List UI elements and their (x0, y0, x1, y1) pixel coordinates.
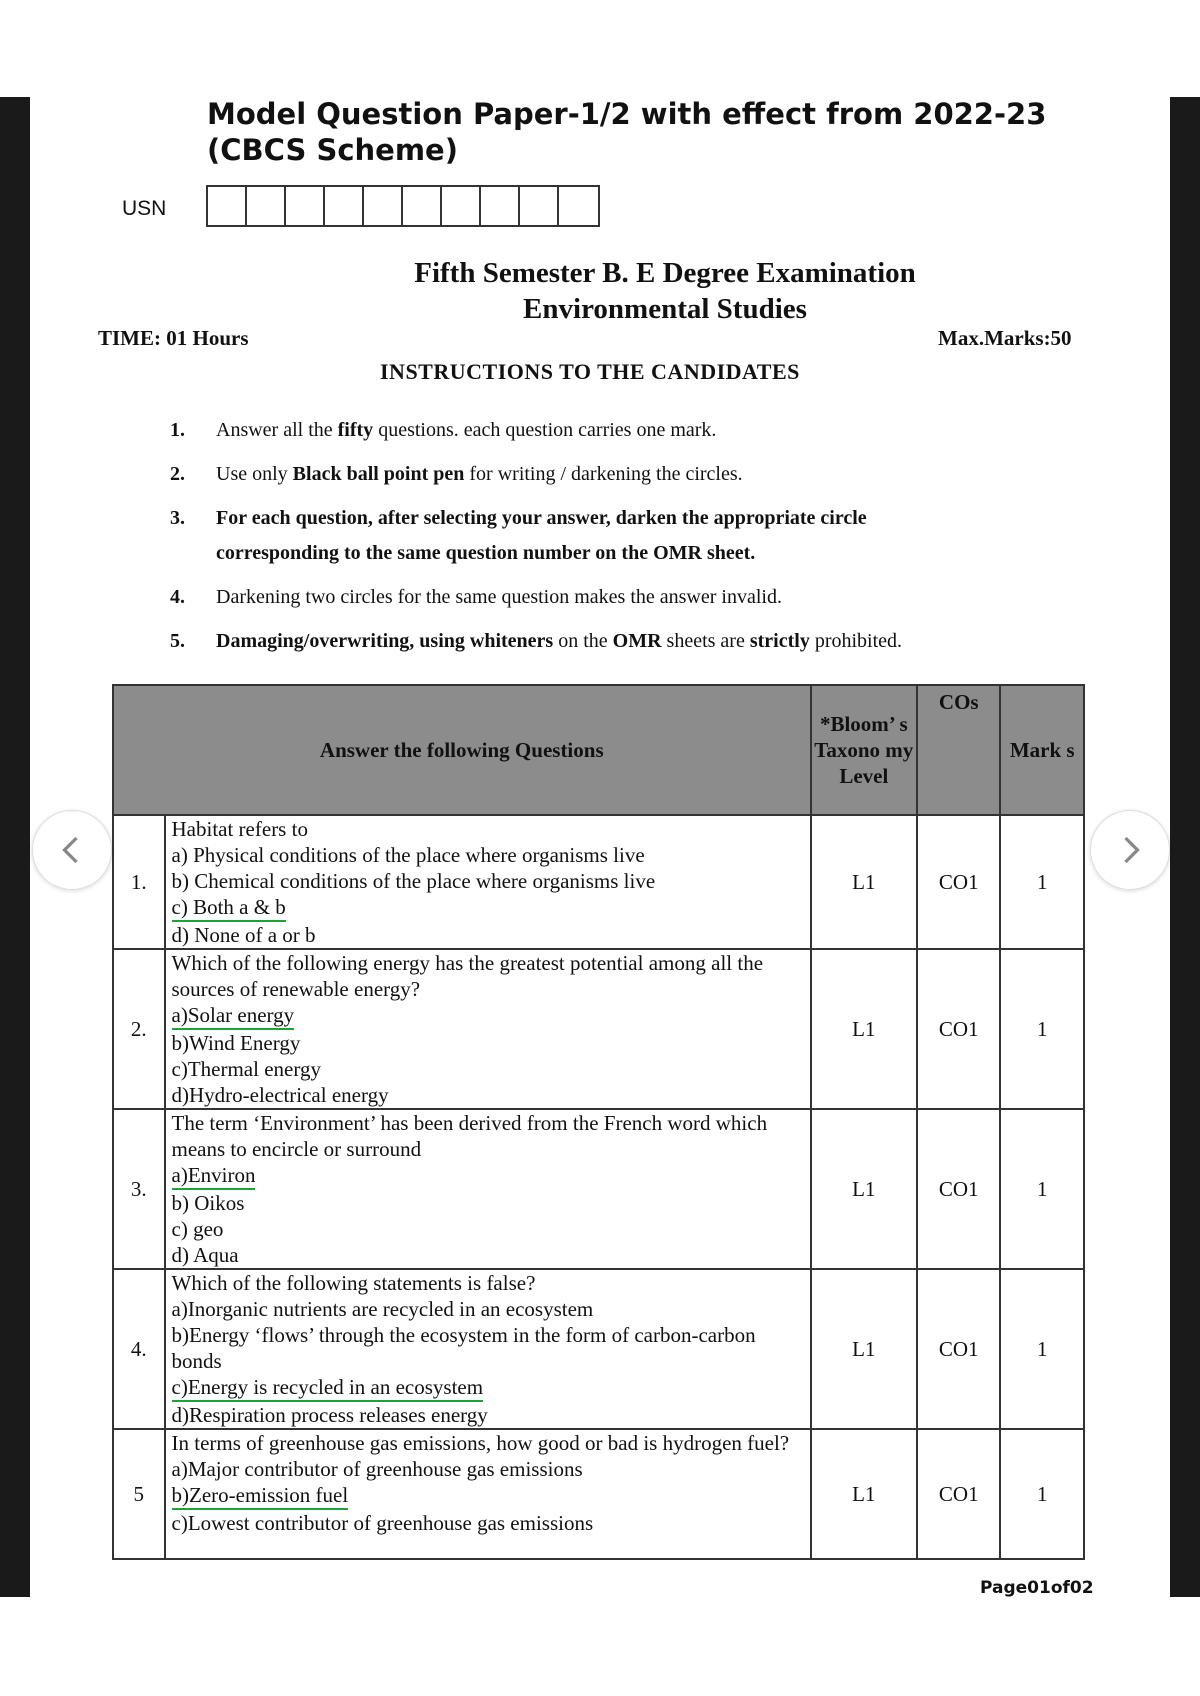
instruction-text-part: prohibited. (809, 630, 903, 652)
usn-label: USN (122, 197, 167, 220)
usn-box[interactable] (208, 187, 247, 225)
option: a)Major contributor of greenhouse gas emissions (171, 1457, 583, 1481)
question-cell (165, 949, 811, 1109)
instruction-text: For each question, after selecting your answer, darken the appropriate circle corresponding to the same question number on the OMR sheet. (216, 507, 867, 564)
usn-box[interactable] (559, 187, 598, 225)
instruction-text-bold: Damaging/overwriting, using whiteners (216, 630, 554, 652)
instruction-item (170, 413, 985, 448)
usn-box[interactable] (442, 187, 481, 225)
bloom-level: L1 (811, 815, 918, 949)
option: d) Aqua (171, 1243, 239, 1267)
instruction-text-part: Answer all the (216, 419, 338, 441)
instruction-number: 3. (170, 507, 185, 529)
usn-entry-boxes[interactable] (206, 185, 600, 227)
option: b) Chemical conditions of the place where organisms live (171, 869, 656, 893)
question-cell (165, 1269, 811, 1429)
question-cell (165, 1109, 811, 1269)
instruction-item (170, 580, 985, 615)
question-number: 5 (113, 1429, 165, 1559)
instruction-text-part: Use only (216, 463, 293, 485)
marks: 1 (1000, 1269, 1084, 1429)
usn-box[interactable] (247, 187, 286, 225)
option-underlined: a)Solar energy (172, 1002, 295, 1030)
bloom-level: L1 (811, 1429, 918, 1559)
instructions-list (170, 413, 985, 668)
bloom-level: L1 (811, 1109, 918, 1269)
questions-table (112, 684, 1085, 1560)
table-header-row (113, 685, 1084, 815)
header-bloom-level: *Bloom’ s Taxono my Level (811, 685, 918, 815)
instruction-text-part: sheets are (661, 630, 750, 652)
header-cos: COs (917, 685, 1000, 815)
table-row (113, 949, 1084, 1109)
header-question: Answer the following Questions (113, 685, 811, 815)
question-text: Which of the following energy has the greatest potential among all the sources of renewable energy? (171, 951, 764, 1001)
paper-title: Model Question Paper-1/2 with effect from 2022-23 (CBCS Scheme) (207, 97, 1047, 167)
instruction-number: 4. (170, 586, 185, 608)
question-text: In terms of greenhouse gas emissions, how good or bad is hydrogen fuel? (171, 1431, 790, 1455)
exam-name: Fifth Semester B. E Degree Examination (414, 257, 916, 289)
option-underlined: b)Zero-emission fuel (172, 1482, 349, 1510)
usn-box[interactable] (520, 187, 559, 225)
option: d)Hydro-electrical energy (171, 1083, 389, 1107)
course-outcome: CO1 (917, 949, 1000, 1109)
chevron-right-icon (1112, 832, 1148, 868)
question-cell (165, 1429, 811, 1559)
instruction-text-part: on the (553, 630, 613, 652)
option: a)Inorganic nutrients are recycled in an ecosystem (171, 1297, 594, 1321)
question-number: 2. (113, 949, 165, 1109)
usn-box[interactable] (403, 187, 442, 225)
marks: 1 (1000, 949, 1084, 1109)
instruction-text (216, 413, 985, 448)
option: b)Energy ‘flows’ through the ecosystem in the form of carbon-carbon bonds (171, 1323, 756, 1373)
instruction-text-bold: OMR (612, 630, 662, 652)
table-row (113, 1429, 1084, 1559)
usn-box[interactable] (481, 187, 520, 225)
instruction-item (170, 501, 985, 571)
marks: 1 (1000, 815, 1084, 949)
next-page-button[interactable] (1090, 810, 1170, 890)
page-number: Page01of02 (980, 1578, 1094, 1598)
marks: 1 (1000, 1429, 1084, 1559)
table-row (113, 1269, 1084, 1429)
instruction-number: 5. (170, 630, 185, 652)
instruction-text-part: questions. each question carries one mark. (373, 419, 717, 441)
instruction-number: 1. (170, 419, 185, 441)
option: c)Thermal energy (171, 1057, 321, 1081)
usn-box[interactable] (325, 187, 364, 225)
question-number: 4. (113, 1269, 165, 1429)
instruction-text-bold: strictly (749, 630, 810, 652)
option: b)Wind Energy (171, 1031, 301, 1055)
course-outcome: CO1 (917, 1269, 1000, 1429)
instruction-text-bold: Black ball point pen (292, 463, 465, 485)
bloom-level: L1 (811, 1269, 918, 1429)
max-marks: Max.Marks:50 (938, 326, 1072, 350)
table-row (113, 815, 1084, 949)
course-outcome: CO1 (917, 1429, 1000, 1559)
question-text: The term ‘Environment’ has been derived from the French word which means to encircle or surround (171, 1111, 768, 1161)
question-number: 1. (113, 815, 165, 949)
header-marks: Mark s (1000, 685, 1084, 815)
usn-box[interactable] (364, 187, 403, 225)
usn-box[interactable] (286, 187, 325, 225)
course-outcome: CO1 (917, 815, 1000, 949)
option: c) geo (171, 1217, 224, 1241)
exam-time: TIME: 01 Hours (98, 326, 249, 350)
instruction-text (216, 624, 985, 659)
instructions-heading: INSTRUCTIONS TO THE CANDIDATES (380, 359, 800, 384)
option: a) Physical conditions of the place where organisms live (171, 843, 645, 867)
option: d)Respiration process releases energy (171, 1403, 488, 1427)
instruction-number: 2. (170, 463, 185, 485)
course-outcome: CO1 (917, 1109, 1000, 1269)
option: d) None of a or b (171, 923, 316, 947)
option-underlined: a)Environ (172, 1162, 256, 1190)
instruction-text-bold: fifty (337, 419, 374, 441)
instruction-item (170, 457, 985, 492)
option: c)Lowest contributor of greenhouse gas emissions (171, 1511, 594, 1535)
option-underlined: c) Both a & b (172, 894, 286, 922)
chevron-left-icon (54, 832, 90, 868)
table-row (113, 1109, 1084, 1269)
previous-page-button[interactable] (32, 810, 112, 890)
subject-name: Environmental Studies (523, 293, 807, 325)
question-text: Which of the following statements is false? (171, 1271, 536, 1295)
option: b) Oikos (171, 1191, 245, 1215)
marks: 1 (1000, 1109, 1084, 1269)
question-cell (165, 815, 811, 949)
instruction-text: Darkening two circles for the same question makes the answer invalid. (216, 586, 782, 608)
instruction-text-part: for writing / darkening the circles. (464, 463, 743, 485)
bloom-level: L1 (811, 949, 918, 1109)
question-number: 3. (113, 1109, 165, 1269)
question-text: Habitat refers to (171, 817, 308, 841)
option-underlined: c)Energy is recycled in an ecosystem (172, 1374, 484, 1402)
instruction-item (170, 624, 985, 659)
instruction-text (216, 457, 985, 492)
